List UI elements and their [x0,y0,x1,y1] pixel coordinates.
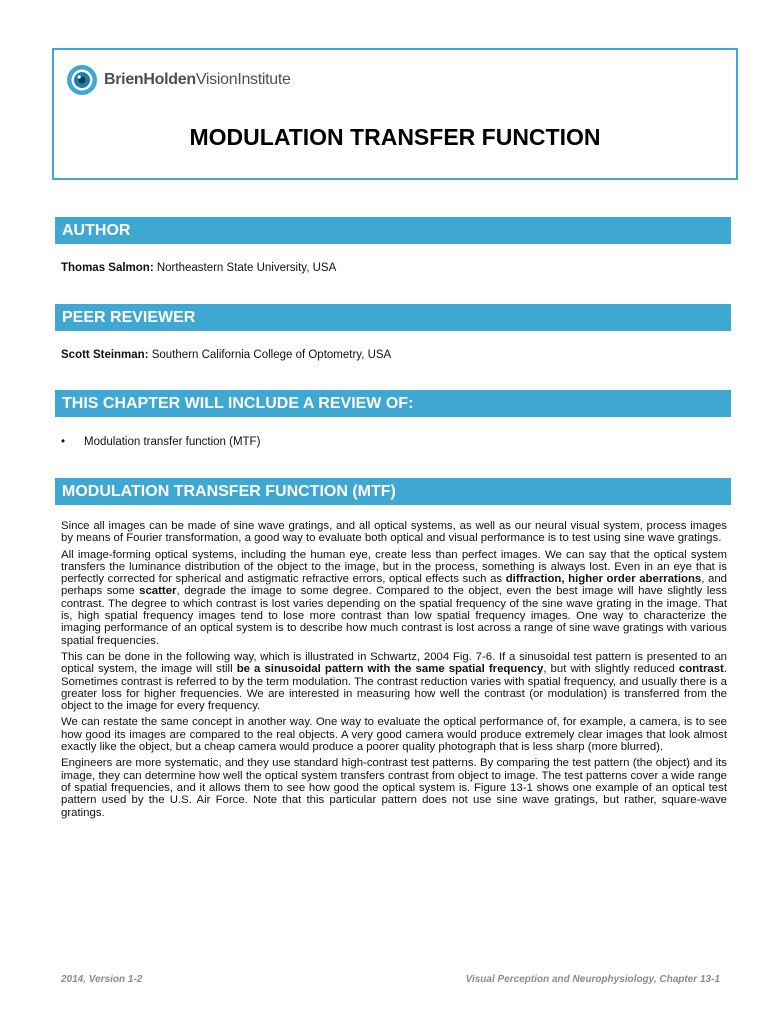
header-box [52,48,738,180]
paragraph-5: Engineers are more systematic, and they use standard high-contrast test patterns. By comparing the test pattern (the object) and its image, they can determine how well the optical system transfers contrast from object to image. The test patterns cover a wide range of spatial frequencies, and it allows them to see how good the optical system is. Figure 13-1 shows one example of an optical test pattern used by the U.S. Air Force. Note that this particular pattern does not use sine wave gratings, but rather, square-wave gratings. [61,757,727,819]
text-run: All image-forming optical systems, including the human eye, create less than perfect images. We can say that the optical system transfers the luminance distribution of the object to the image, but in the process, something is always lost. Even in an eye that is perfectly corrected for spherical and astigmatic refractive errors, optical effects such as [61,548,727,586]
author-line [61,262,336,274]
list-item [61,436,260,448]
peer-reviewer-affiliation: Southern California College of Optometry, USA [148,349,392,361]
document-title: MODULATION TRANSFER FUNCTION [189,124,601,150]
emphasis-contrast: contrast [678,663,724,676]
eye-logo-icon [66,64,98,96]
brand-wordmark-bold: BrienHolden [104,71,196,88]
paragraph-3 [61,651,727,712]
footer-chapter: Visual Perception and Neurophysiology, Chapter 13-1 [465,974,720,985]
text-run: , but with slightly reduced [543,663,679,676]
bullet-dot: • [61,436,66,448]
paragraph-2 [61,549,727,647]
paragraph-1: Since all images can be made of sine wave gratings, and all optical systems, as well as our neural visual system, process images by means of Fourier transformation, a good way to evaluate both optical and visual performance is to test using sine wave gratings. [61,520,727,545]
brand-logo [66,62,291,98]
paragraph-4: We can restate the same concept in another way. One way to evaluate the optical performance of, for example, a camera, is to see how good its images are compared to the real objects. A very good camera would produce extremely clear images that look almost exactly like the object, but a cheap camera would produce a poorer quality photograph that is less sharp (more blurred). [61,716,727,754]
brand-wordmark-regular: VisionInstitute [195,71,291,88]
peer-reviewer-name: Scott Steinman: [61,349,149,361]
emphasis-diffraction: diffraction, higher order aberrations [505,573,702,586]
list-item-text: Modulation transfer function (MTF) [84,436,261,448]
emphasis-scatter: scatter [139,585,177,598]
section-heading-author: AUTHOR [55,217,731,244]
mtf-body [61,520,727,823]
text-run: , and perhaps some [61,573,727,598]
section-heading-peer-reviewer: PEER REVIEWER [55,304,731,331]
brand-wordmark [104,71,291,89]
footer-version: 2014, Version 1-2 [61,974,143,985]
author-name: Thomas Salmon: [61,262,154,274]
text-run: , degrade the image to some degree. Compared to the object, even the best image will have slightly less contrast. The degree to which contrast is lost varies depending on the spatial frequency of the sine wave grating in the image. That is, high spatial frequency images tend to lose more contrast than low spatial frequency images. One way to characterize the imaging performance of an optical system is to describe how much contrast is lost across a range of sine wave gratings with various spatial frequencies. [61,585,727,647]
peer-reviewer-line [61,349,391,361]
author-affiliation: Northeastern State University, USA [153,262,337,274]
emphasis-sinusoidal: be a sinusoidal pattern with the same spatial frequency [236,663,544,676]
section-heading-chapter-review: THIS CHAPTER WILL INCLUDE A REVIEW OF: [55,390,731,417]
text-run: This can be done in the following way, which is illustrated in Schwartz, 2004 Fig. 7-6. If a sinusoidal test pattern is presented to an optical system, the image will still [61,650,727,676]
section-heading-mtf: MODULATION TRANSFER FUNCTION (MTF) [55,478,731,505]
text-run: . Sometimes contrast is referred to by the term modulation. The contrast reduction varies with spatial frequency, and usually there is a greater loss for higher frequencies. We are interested in measuring how well the contrast (or modulation) is transferred from the object to the image for every frequency. [61,663,728,713]
